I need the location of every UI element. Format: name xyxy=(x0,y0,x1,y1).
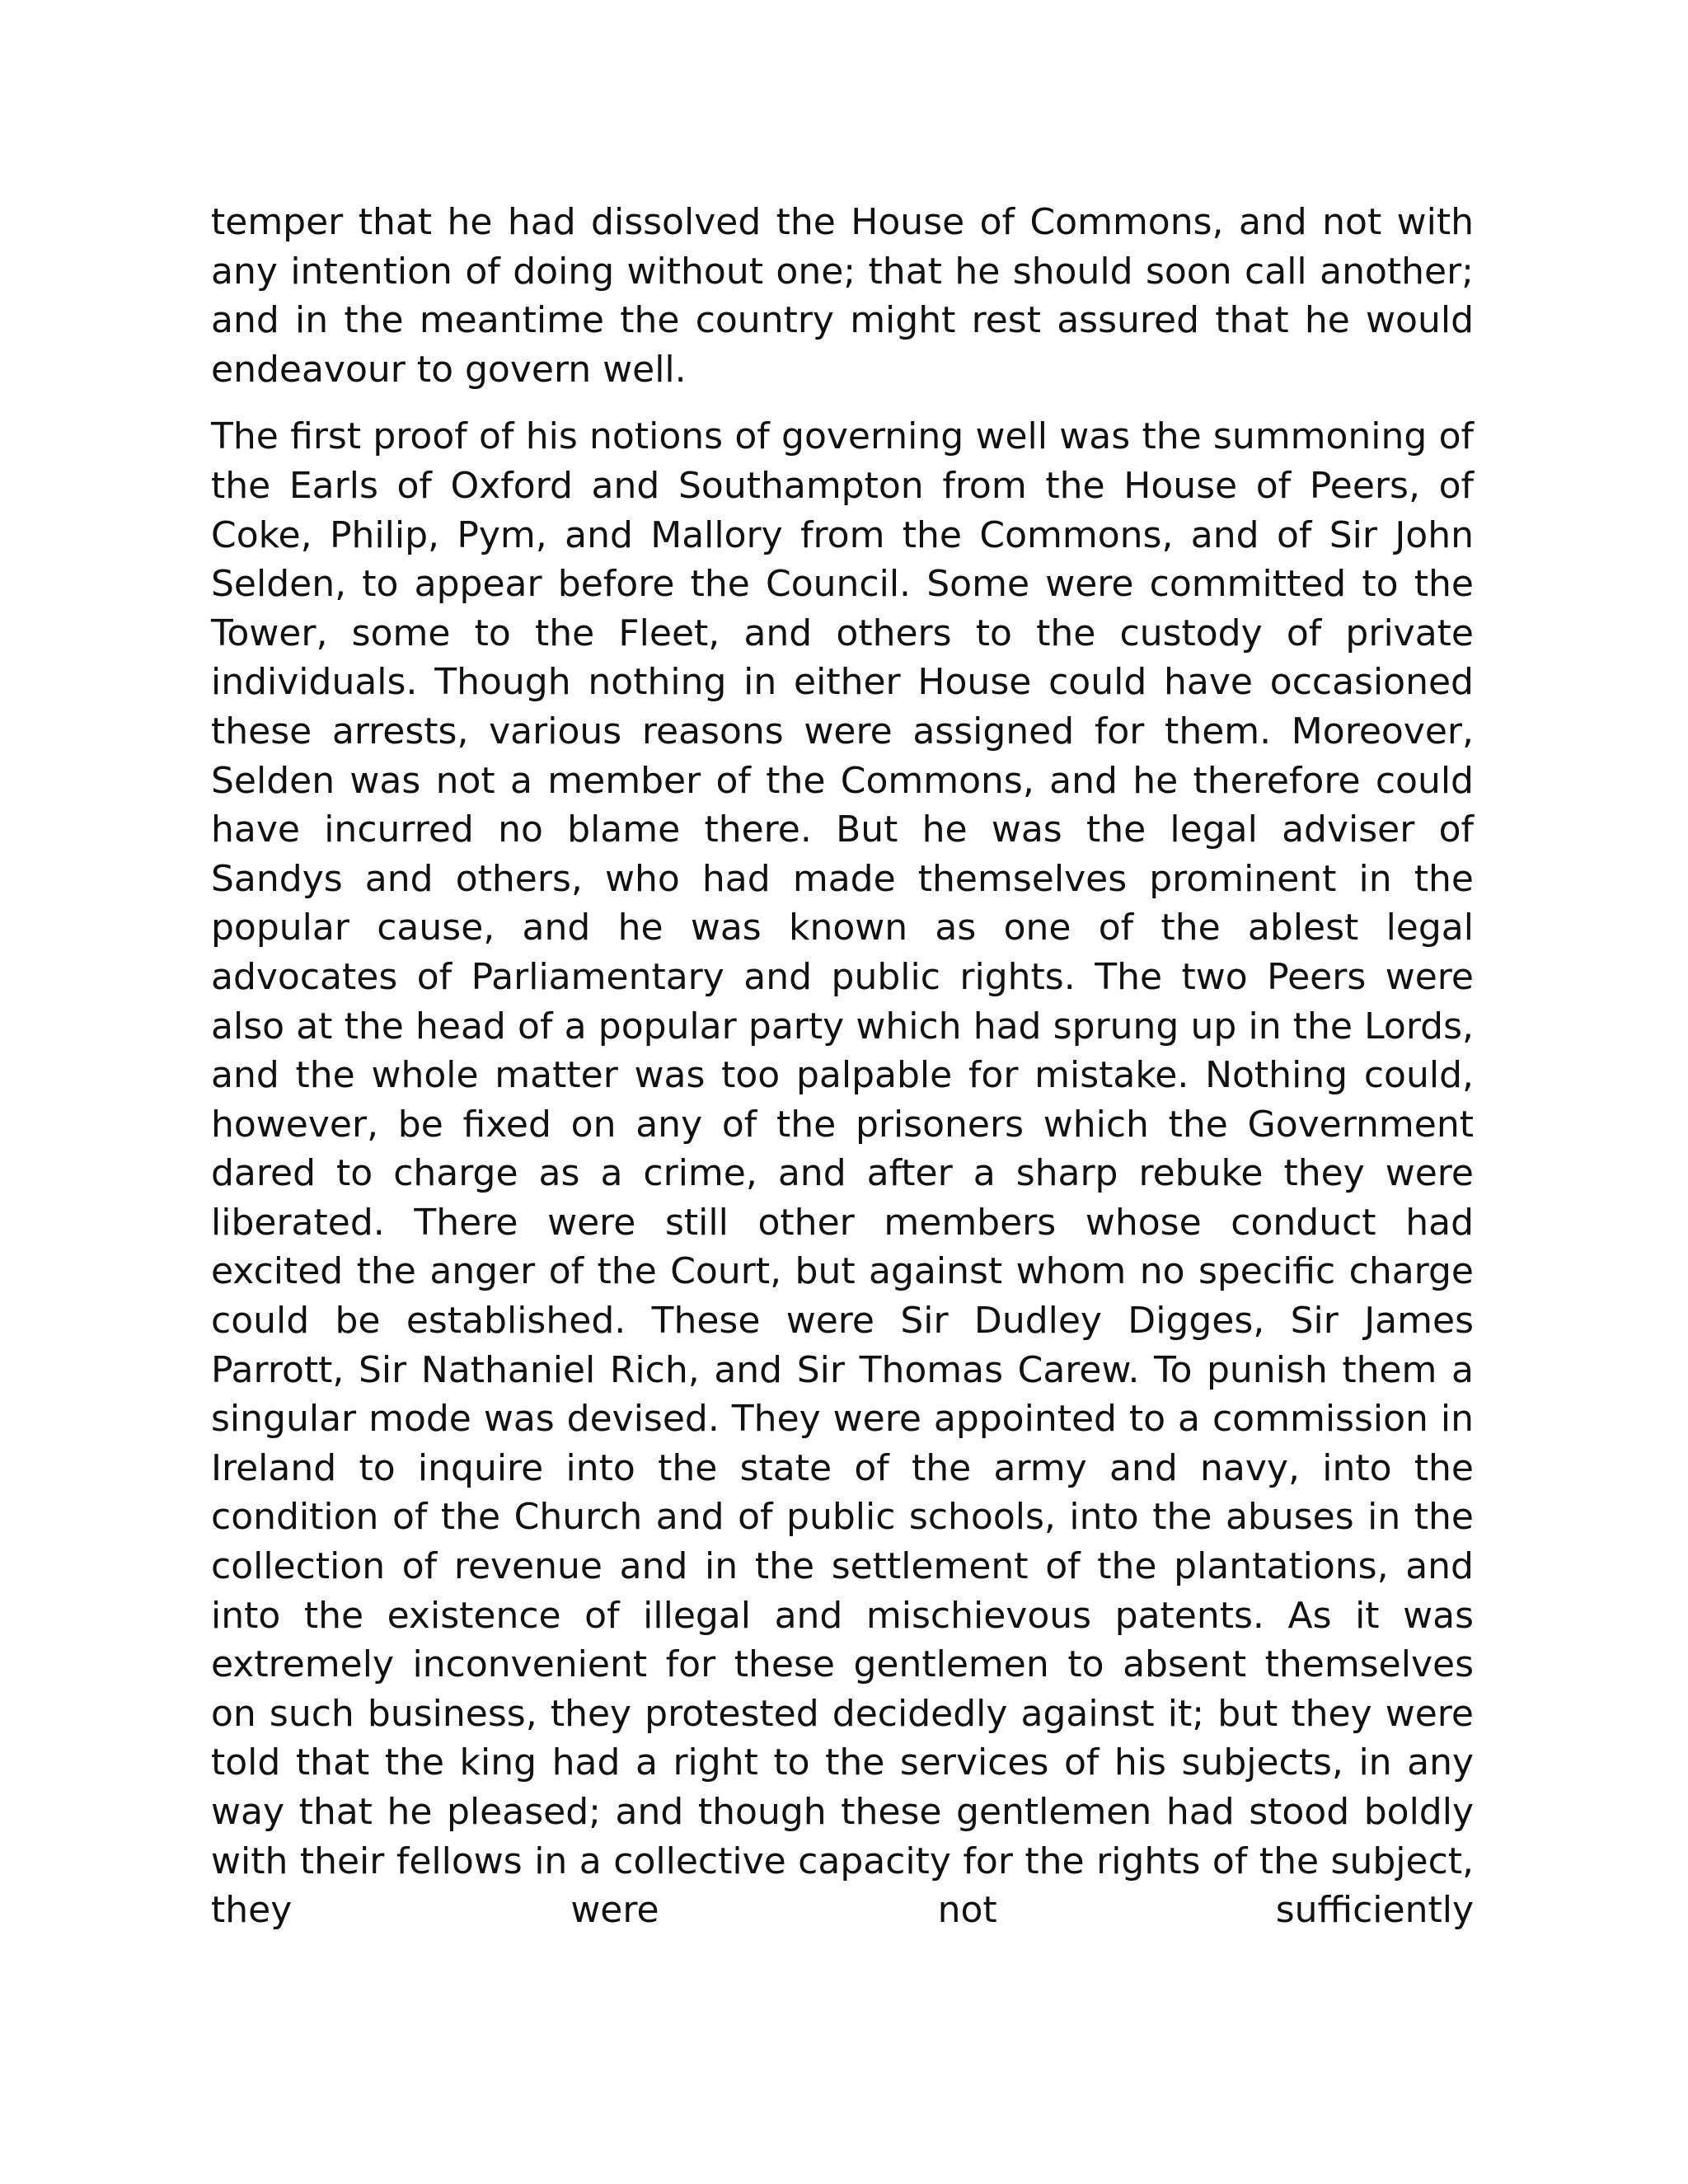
paragraph-1: temper that he had dissolved the House of Commons, and not with any intention of doing without one; that he should soon call another; and in the meantime the country might rest assured that he would endeavour to govern well. xyxy=(211,201,1474,391)
document-page xyxy=(211,198,1474,1953)
paragraph-2: The first proof of his notions of governing well was the summoning of the Earls of Oxford and Southampton from the House of Peers, of Coke, Philip, Pym, and Mallory from the Commons, and of Sir John Selden, to appear before the Council. Some were committed to the Tower, some to the Fleet, and others to the custody of private individuals. Though nothing in either House could have occasioned these arrests, various reasons were assigned for them. Moreover, Selden was not a member of the Commons, and he therefore could have incurred no blame there. But he was the legal adviser of Sandys and others, who had made themselves prominent in the popular cause, and he was known as one of the ablest legal advocates of Parliamentary and public rights. The two Peers were also at the head of a popular party which had sprung up in the Lords, and the whole matter was too palpable for mistake. Nothing could, however, be fixed on any of the prisoners which the Government dared to charge as a crime, and after a sharp rebuke they were liberated. There were still other members whose conduct had excited the anger of the Court, but against whom no specific charge could be established. These were Sir Dudley Digges, Sir James Parrott, Sir Nathaniel Rich, and Sir Thomas Carew. To punish them a singular mode was devised. They were appointed to a commission in Ireland to inquire into the state of the army and navy, into the condition of the Church and of public schools, into the abuses in the collection of revenue and in the settlement of the plantations, and into the existence of illegal and mischievous patents. As it was extremely inconvenient for these gentlemen to absent themselves on such business, they protested decidedly against it; but they were told that the king had a right to the services of his subjects, in any way that he pleased; and though these gentlemen had stood boldly with their fellows in a collective capacity for the rights of the subject, they were not sufficiently xyxy=(211,415,1474,1932)
